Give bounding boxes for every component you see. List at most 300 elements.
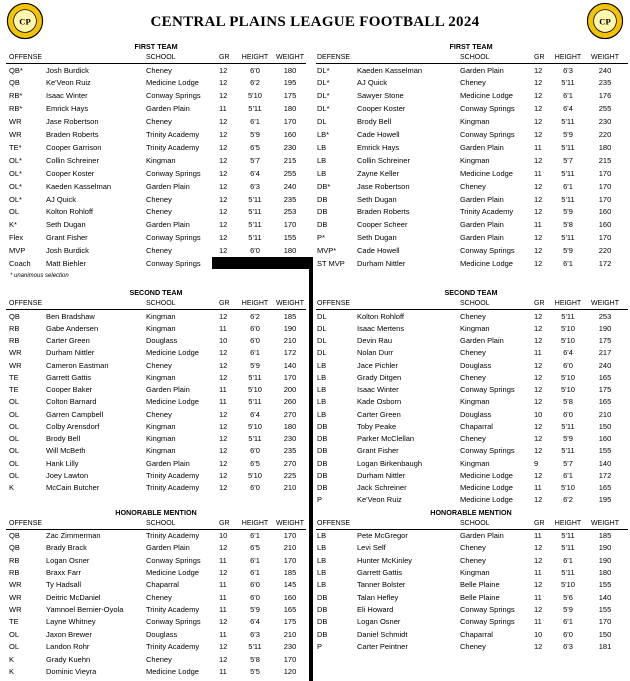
grade-cell: 12	[534, 207, 543, 217]
height-cell: 5'11	[561, 142, 575, 152]
position-cell: RB*	[9, 91, 23, 101]
first-team-title: FIRST TEAM	[134, 42, 178, 51]
height-cell: 6'0	[563, 409, 573, 419]
grade-cell: 12	[534, 495, 543, 505]
school-cell: Cheney	[146, 409, 172, 419]
height-cell: 6'1	[250, 568, 260, 578]
school-cell: Cheney	[460, 434, 486, 443]
height-cell: 6'1	[250, 117, 260, 127]
height-cell: 6'0	[250, 323, 260, 333]
table-row	[0, 530, 312, 542]
weight-cell: 270	[283, 409, 297, 419]
player-name-cell: Dominic Vieyra	[46, 666, 97, 676]
grade-cell: 12	[534, 117, 543, 127]
grade-cell: 12	[219, 617, 228, 627]
player-name-cell: Grady Kuehn	[46, 654, 91, 664]
table-row	[312, 433, 630, 445]
position-cell: DB	[317, 194, 328, 204]
player-name-cell: Seth Dugan	[357, 194, 397, 204]
player-name-cell: Grant Fisher	[357, 446, 399, 456]
grade-cell: 12	[534, 259, 543, 268]
weight-cell: 170	[598, 194, 612, 204]
position-cell: RB	[9, 555, 20, 565]
position-cell: DB	[317, 220, 328, 230]
school-cell: Trinity Academy	[146, 470, 200, 480]
player-name-cell: Logan Osner	[357, 617, 401, 627]
weight-cell: 170	[598, 617, 612, 627]
weight-cell: 195	[598, 495, 612, 505]
height-cell: 5'11	[561, 421, 575, 431]
position-cell: OL	[9, 458, 20, 468]
grade-cell: 12	[534, 385, 543, 394]
first-team-title: FIRST TEAM	[449, 42, 493, 51]
position-cell: DL	[317, 117, 327, 127]
table-row	[312, 219, 630, 231]
player-name-cell: Eli Howard	[357, 605, 394, 615]
school-cell: Garden Plain	[146, 181, 190, 191]
position-cell: LB	[317, 155, 327, 165]
position-cell: LB	[317, 142, 327, 152]
player-name-cell: Jase Robertson	[46, 117, 99, 127]
table-row	[0, 181, 312, 193]
school-cell: Cheney	[460, 348, 486, 358]
school-cell: Douglass	[460, 360, 492, 370]
column-header: SCHOOL	[146, 300, 176, 307]
table-row	[0, 421, 312, 433]
player-name-cell: Carter Green	[46, 336, 90, 345]
height-cell: 6'5	[250, 142, 260, 152]
grade-cell: 11	[219, 323, 227, 333]
school-cell: Trinity Academy	[146, 130, 200, 139]
player-name-cell: Josh Burdick	[46, 246, 89, 256]
height-cell: 6'1	[563, 259, 573, 268]
second-team-title: SECOND TEAM	[129, 288, 183, 297]
table-row	[0, 206, 312, 218]
position-cell: OL	[9, 397, 20, 407]
position-cell: WR	[9, 348, 22, 358]
player-name-cell: Braden Roberts	[357, 207, 410, 217]
school-cell: Conway Springs	[460, 104, 515, 114]
grade-cell: 12	[534, 605, 543, 615]
height-cell: 5'9	[563, 434, 573, 443]
position-cell: P	[317, 642, 323, 652]
player-name-cell: Daniel Schmidt	[357, 629, 408, 639]
player-name-cell: Sawyer Stone	[357, 91, 404, 101]
table-row	[0, 77, 312, 89]
grade-cell: 12	[534, 446, 543, 456]
grade-cell: 11	[219, 666, 227, 676]
weight-cell: 240	[598, 360, 612, 370]
school-cell: Garden Plain	[146, 104, 190, 114]
weight-cell: 185	[283, 568, 297, 578]
player-name-cell: Will McBeth	[46, 446, 86, 456]
weight-cell: 210	[283, 483, 297, 492]
player-name-cell: Josh Burdick	[46, 65, 89, 75]
position-cell: DB	[317, 458, 328, 468]
grade-cell: 11	[534, 142, 542, 152]
position-cell: LB	[317, 372, 327, 382]
column-header: HEIGHT	[241, 300, 269, 307]
table-row	[0, 311, 312, 323]
player-name-cell: AJ Quick	[46, 194, 77, 204]
table-row	[312, 129, 630, 141]
school-cell: Cheney	[146, 65, 172, 75]
player-name-cell: Ke'Veon Ruiz	[357, 495, 402, 505]
grade-cell: 11	[534, 220, 542, 230]
table-row	[0, 103, 312, 115]
position-cell: MVP*	[317, 246, 337, 256]
table-row	[312, 384, 630, 396]
player-name-cell: Isaac Mertens	[357, 323, 405, 333]
league-logo-right	[586, 2, 624, 40]
grade-cell: 12	[534, 397, 543, 407]
weight-cell: 190	[283, 323, 297, 333]
weight-cell: 270	[283, 458, 297, 468]
school-cell: Douglass	[146, 336, 178, 345]
position-cell: RB	[9, 323, 20, 333]
position-cell: DB	[317, 470, 328, 480]
weight-cell: 155	[283, 233, 297, 243]
height-cell: 5'10	[561, 323, 575, 333]
height-cell: 5'11	[561, 168, 575, 178]
weight-cell: 170	[283, 372, 297, 382]
svg-text:CP: CP	[599, 16, 611, 27]
school-cell: Kingman	[460, 458, 490, 468]
table-row	[312, 458, 630, 470]
player-name-cell: Durham Nittler	[357, 259, 406, 268]
school-cell: Conway Springs	[460, 446, 515, 456]
grade-cell: 12	[534, 130, 543, 139]
position-cell: QB	[9, 311, 20, 321]
table-row	[312, 347, 630, 359]
school-cell: Garden Plain	[460, 142, 504, 152]
player-name-cell: Seth Dugan	[46, 220, 86, 230]
grade-cell: 10	[534, 629, 543, 639]
school-cell: Cheney	[146, 360, 172, 370]
grade-cell: 12	[534, 434, 543, 443]
school-cell: Garden Plain	[460, 336, 504, 345]
position-cell: DB	[317, 617, 328, 627]
weight-cell: 170	[598, 181, 612, 191]
player-name-cell: Isaac Winter	[357, 385, 399, 394]
school-cell: Conway Springs	[146, 168, 201, 178]
position-cell: MVP	[9, 246, 26, 256]
player-name-cell: Collin Schreiner	[46, 155, 99, 165]
height-cell: 5'10	[248, 470, 262, 480]
school-cell: Kingman	[146, 311, 176, 321]
height-cell: 6'3	[563, 642, 573, 652]
grade-cell: 11	[219, 397, 227, 407]
school-cell: Kingman	[146, 446, 176, 456]
table-row	[0, 604, 312, 616]
weight-cell: 170	[283, 220, 297, 230]
table-row	[312, 168, 630, 180]
weight-cell: 217	[598, 348, 612, 358]
height-cell: 6'4	[250, 617, 260, 627]
school-cell: Trinity Academy	[460, 207, 514, 217]
grade-cell: 12	[219, 409, 228, 419]
grade-cell: 12	[534, 104, 543, 114]
player-name-cell: Colby Arensdorf	[46, 421, 100, 431]
player-name-cell: Hank Lilly	[46, 458, 79, 468]
school-cell: Kingman	[460, 323, 490, 333]
player-name-cell: Ben Bradshaw	[46, 311, 95, 321]
position-cell: OL	[9, 446, 20, 456]
height-cell: 6'1	[563, 470, 573, 480]
weight-cell: 180	[283, 246, 297, 256]
height-cell: 6'2	[250, 311, 260, 321]
school-cell: Chaparral	[460, 629, 493, 639]
height-cell: 5'11	[248, 194, 262, 204]
grade-cell: 12	[219, 233, 228, 243]
player-name-cell: Cooper Scheer	[357, 220, 408, 230]
position-cell: WR	[9, 580, 22, 590]
grade-cell: 11	[219, 385, 227, 394]
school-cell: Belle Plaine	[460, 580, 500, 590]
grade-cell: 12	[534, 323, 543, 333]
grade-cell: 11	[534, 531, 542, 540]
position-cell: LB	[317, 385, 327, 394]
height-cell: 6'4	[250, 409, 260, 419]
weight-cell: 170	[283, 654, 297, 664]
weight-cell: 155	[598, 580, 612, 590]
weight-cell: 255	[598, 104, 612, 114]
column-header: WEIGHT	[591, 300, 619, 307]
grade-cell: 12	[219, 348, 228, 358]
height-cell: 6'4	[563, 348, 573, 358]
height-cell: 5'10	[248, 91, 262, 101]
player-name-cell: Matt Biehler	[46, 259, 87, 268]
table-row	[312, 103, 630, 115]
player-name-cell: Kolton Rohloff	[357, 311, 404, 321]
table-row	[312, 258, 630, 270]
school-cell: Trinity Academy	[146, 142, 200, 152]
position-cell: TE*	[9, 142, 22, 152]
column-header: HEIGHT	[554, 54, 582, 61]
grade-cell: 12	[219, 130, 228, 139]
table-row	[0, 116, 312, 128]
height-cell: 6'3	[250, 181, 260, 191]
weight-cell: 145	[283, 580, 297, 590]
position-cell: QB*	[9, 65, 23, 75]
honorable-mention-title: HONORABLE MENTION	[115, 508, 197, 517]
grade-cell: 12	[534, 336, 543, 345]
grade-cell: 12	[219, 642, 228, 652]
height-cell: 5'8	[250, 654, 260, 664]
table-row	[0, 666, 312, 678]
player-name-cell: Kaeden Kasselman	[46, 181, 112, 191]
table-row	[312, 360, 630, 372]
school-cell: Medicine Lodge	[146, 78, 199, 88]
weight-cell: 181	[598, 642, 612, 652]
school-cell: Kingman	[146, 434, 176, 443]
school-cell: Cheney	[146, 194, 172, 204]
position-cell: LB	[317, 543, 327, 553]
weight-cell: 165	[283, 605, 297, 615]
grade-cell: 11	[534, 617, 542, 627]
grade-cell: 12	[219, 458, 228, 468]
column-header: WEIGHT	[276, 300, 304, 307]
position-cell: OL	[9, 470, 20, 480]
table-row	[0, 579, 312, 591]
height-cell: 5'11	[248, 372, 262, 382]
player-name-cell: Collin Schreiner	[357, 155, 410, 165]
position-cell: DL	[317, 336, 327, 345]
table-row	[0, 482, 312, 494]
weight-cell: 165	[598, 483, 612, 492]
school-cell: Conway Springs	[460, 617, 515, 627]
table-row	[0, 168, 312, 180]
weight-cell: 235	[283, 446, 297, 456]
school-cell: Douglass	[146, 629, 178, 639]
school-cell: Kingman	[460, 117, 490, 127]
table-row	[312, 396, 630, 408]
height-cell: 5'11	[248, 434, 262, 443]
height-cell: 5'10	[561, 336, 575, 345]
position-cell: WR	[9, 130, 22, 139]
player-name-cell: McCain Butcher	[46, 483, 100, 492]
grade-cell: 12	[219, 434, 228, 443]
school-cell: Conway Springs	[146, 233, 201, 243]
position-cell: P*	[317, 233, 325, 243]
position-cell: K	[9, 666, 15, 676]
height-cell: 6'1	[250, 555, 260, 565]
position-cell: TE	[9, 372, 19, 382]
position-cell: DL*	[317, 91, 330, 101]
table-row	[312, 579, 630, 591]
table-row	[312, 116, 630, 128]
second-team-title: SECOND TEAM	[444, 288, 498, 297]
position-cell: LB	[317, 360, 327, 370]
weight-cell: 255	[283, 168, 297, 178]
weight-cell: 190	[598, 543, 612, 553]
column-header: OFFENSE	[9, 520, 43, 527]
school-cell: Cheney	[460, 543, 486, 553]
position-cell: OL	[9, 409, 20, 419]
school-cell: Medicine Lodge	[146, 397, 199, 407]
weight-cell: 195	[283, 78, 297, 88]
height-cell: 5'10	[561, 385, 575, 394]
player-name-cell: Cade Howell	[357, 130, 400, 139]
grade-cell: 10	[219, 336, 228, 345]
column-header: WEIGHT	[591, 520, 619, 527]
school-cell: Belle Plaine	[460, 592, 500, 602]
table-row	[312, 494, 630, 506]
table-row	[0, 445, 312, 457]
position-cell: LB*	[317, 130, 330, 139]
position-cell: TE	[9, 385, 19, 394]
player-name-cell: Ty Hadsall	[46, 580, 82, 590]
height-cell: 5'9	[250, 360, 260, 370]
grade-cell: 12	[219, 421, 228, 431]
table-row	[312, 335, 630, 347]
height-cell: 5'10	[561, 580, 575, 590]
player-name-cell: Logan Osner	[46, 555, 90, 565]
school-cell: Douglass	[460, 409, 492, 419]
weight-cell: 200	[283, 385, 297, 394]
position-cell: RB*	[9, 104, 23, 114]
grade-cell: 12	[534, 246, 543, 256]
weight-cell: 185	[598, 531, 612, 540]
grade-cell: 12	[219, 91, 228, 101]
height-cell: 5'11	[561, 446, 575, 456]
column-header: WEIGHT	[276, 520, 304, 527]
table-row	[312, 530, 630, 542]
grade-cell: 11	[534, 348, 542, 358]
position-cell: DB	[317, 421, 328, 431]
school-cell: Kingman	[146, 323, 176, 333]
footnote: * unanimous selection	[10, 273, 69, 279]
grade-cell: 11	[534, 568, 542, 578]
player-name-cell: Braden Roberts	[46, 130, 99, 139]
height-cell: 5'11	[248, 233, 262, 243]
school-cell: Cheney	[460, 372, 486, 382]
position-cell: DL	[317, 311, 327, 321]
school-cell: Medicine Lodge	[460, 470, 513, 480]
table-row	[312, 323, 630, 335]
height-cell: 5'11	[561, 78, 575, 88]
table-row	[0, 409, 312, 421]
position-cell: OL*	[9, 194, 22, 204]
weight-cell: 140	[598, 592, 612, 602]
height-cell: 6'4	[563, 104, 573, 114]
table-row	[0, 654, 312, 666]
table-row	[312, 372, 630, 384]
table-row	[312, 555, 630, 567]
grade-cell: 11	[534, 168, 542, 178]
grade-cell: 12	[219, 311, 228, 321]
player-name-cell: Ke'Veon Ruiz	[46, 78, 91, 88]
player-name-cell: Layne Whitney	[46, 617, 96, 627]
grade-cell: 12	[534, 372, 543, 382]
school-cell: Garden Plain	[460, 531, 504, 540]
position-cell: DB	[317, 207, 328, 217]
grade-cell: 12	[534, 421, 543, 431]
position-cell: DL*	[317, 65, 330, 75]
height-cell: 6'0	[250, 580, 260, 590]
school-cell: Kingman	[146, 155, 176, 165]
height-cell: 5'9	[563, 130, 573, 139]
weight-cell: 185	[283, 311, 297, 321]
player-name-cell: Joey Lawton	[46, 470, 89, 480]
grade-cell: 12	[219, 654, 228, 664]
table-row	[312, 629, 630, 641]
column-header: OFFENSE	[317, 300, 351, 307]
table-row	[312, 194, 630, 206]
player-name-cell: Gabe Andersen	[46, 323, 99, 333]
height-cell: 5'11	[248, 104, 262, 114]
school-cell: Cheney	[146, 207, 172, 217]
height-cell: 5'6	[563, 592, 573, 602]
player-name-cell: Garren Campbell	[46, 409, 104, 419]
weight-cell: 210	[598, 409, 612, 419]
column-header: GR	[219, 54, 230, 61]
column-header: OFFENSE	[9, 54, 43, 61]
school-cell: Cheney	[146, 246, 172, 256]
table-row	[0, 542, 312, 554]
height-cell: 6'3	[563, 65, 573, 75]
school-cell: Garden Plain	[146, 543, 190, 553]
table-row	[312, 311, 630, 323]
height-cell: 5'7	[250, 155, 260, 165]
player-name-cell: Colton Barnard	[46, 397, 97, 407]
height-cell: 6'4	[250, 168, 260, 178]
position-cell: OL	[9, 207, 20, 217]
weight-cell: 230	[598, 117, 612, 127]
table-row	[312, 470, 630, 482]
column-header: GR	[219, 520, 230, 527]
column-header: GR	[534, 520, 545, 527]
